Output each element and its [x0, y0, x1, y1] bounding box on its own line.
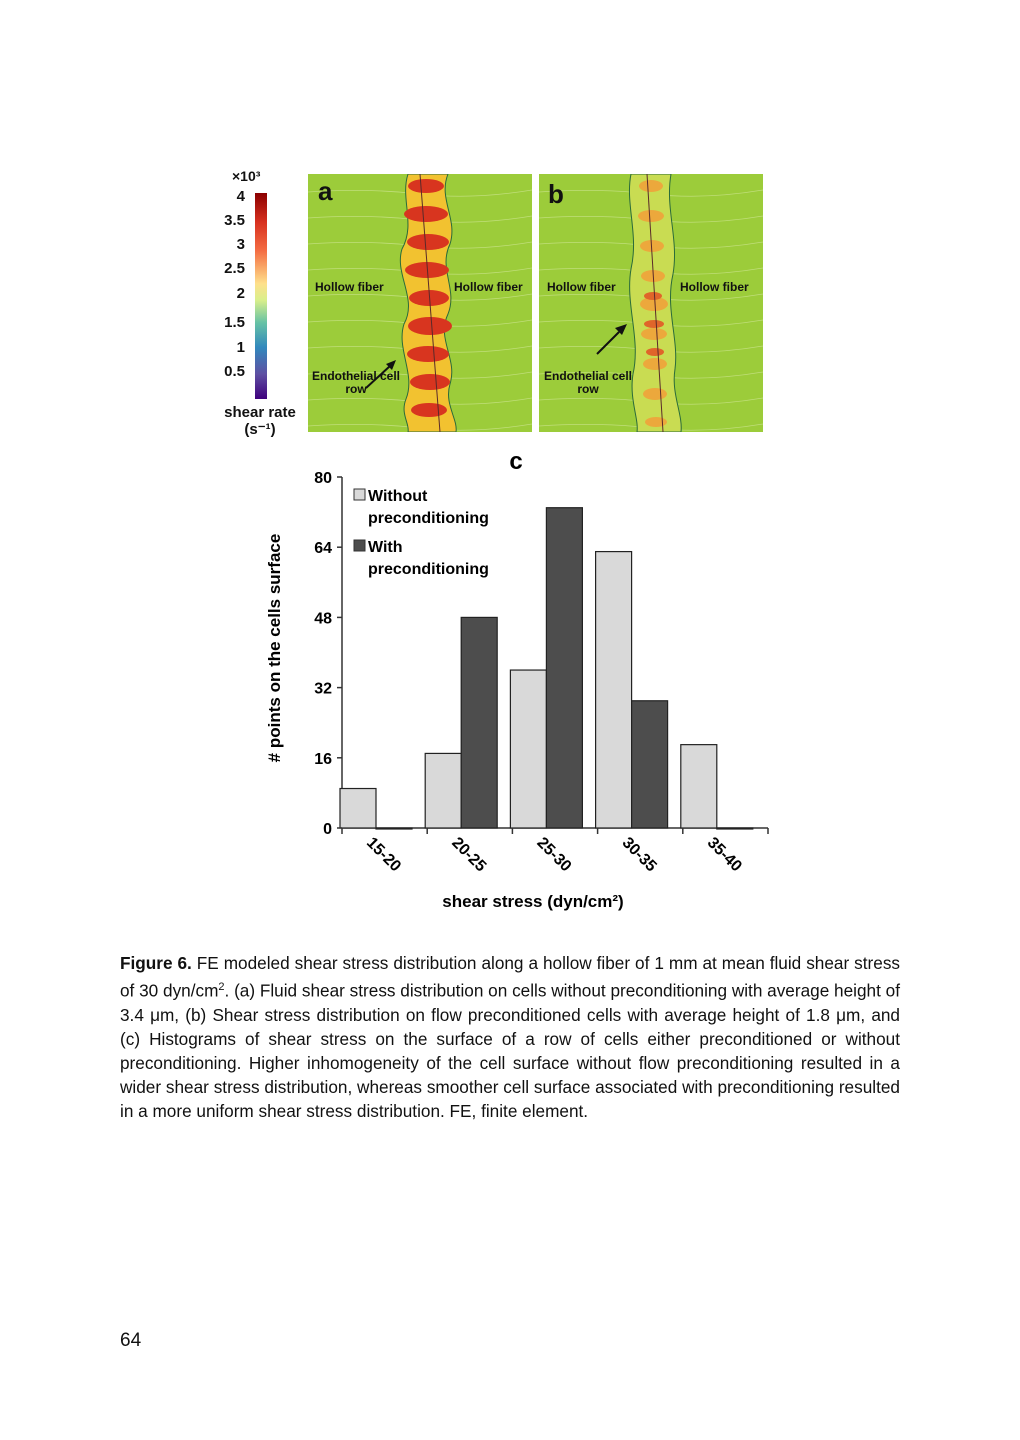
caption-text-part1: FE modeled shear stress distribution along a hollow fiber of 1 mm at mean fluid shear stress of 30 dyn/cm	[120, 953, 901, 1001]
histogram-chart	[260, 445, 780, 915]
bar-with-30-35	[632, 701, 668, 828]
panel-a-cell-row-label	[308, 370, 404, 396]
bar-with-20-25	[461, 617, 497, 828]
y-tick-label: 64	[314, 540, 332, 558]
chart-title: c	[509, 448, 523, 475]
panel-b-label: b	[548, 179, 564, 209]
colorbar-tick: 3	[236, 236, 245, 253]
chart-ylabel: # points on the cells surface	[265, 533, 284, 763]
legend-swatch-without	[354, 489, 365, 500]
panel-b-cell-row-line2: row	[577, 382, 599, 396]
colorbar-label-line2: (s⁻¹)	[244, 421, 276, 438]
x-tick-label: 35-40	[703, 834, 745, 876]
y-tick-label: 16	[314, 750, 332, 768]
y-tick-label: 32	[314, 680, 332, 698]
colorbar-tick: 0.5	[224, 363, 245, 380]
panel-a-label: a	[318, 176, 333, 206]
y-tick-label: 48	[314, 610, 332, 628]
chart-xlabel: shear stress (dyn/cm²)	[442, 892, 624, 911]
legend-swatch-with	[354, 540, 365, 551]
bar-without-20-25	[425, 753, 461, 828]
bar-without-30-35	[596, 552, 632, 828]
y-tick-label: 0	[323, 821, 332, 838]
page-number: 64	[120, 1330, 142, 1351]
colorbar-multiplier: ×10³	[232, 168, 261, 184]
colorbar-tick: 3.5	[224, 212, 245, 229]
x-tick-label: 20-25	[448, 834, 490, 876]
colorbar-label-line1: shear rate	[224, 404, 296, 421]
panel-a-simulation-image	[308, 174, 532, 432]
bar-without-15-20	[340, 789, 376, 828]
colorbar-tick: 1.5	[224, 314, 245, 331]
figure-caption	[120, 951, 900, 1123]
panel-b-cell-row-line1: Endothelial cell	[543, 369, 633, 383]
caption-label: Figure 6.	[120, 953, 192, 973]
bar-without-25-30	[510, 670, 546, 828]
panel-b-simulation-image	[539, 174, 763, 432]
panel-a-cell-row-line2: row	[345, 382, 367, 396]
y-tick-label: 80	[314, 470, 332, 487]
panel-b-fiber-left: Hollow fiber	[547, 280, 616, 294]
x-tick-label: 15-20	[363, 834, 405, 876]
colorbar-tick: 2	[236, 285, 245, 302]
bar-with-35-40	[717, 828, 753, 829]
bar-without-35-40	[681, 745, 717, 828]
x-tick-label: 30-35	[618, 834, 660, 876]
legend-without-line1: Without	[368, 488, 428, 505]
x-tick-label: 25-30	[533, 834, 575, 876]
panel-a-fiber-right: Hollow fiber	[454, 280, 523, 294]
legend-with-line2: preconditioning	[368, 561, 489, 578]
colorbar-label	[212, 404, 308, 438]
caption-text-part2: . (a) Fluid shear stress distribution on cells without preconditioning with average height of 3.4 μm, (b) Shear stress distribution on flow preconditioned cells with average height of 1.8 μm, and (c) Histograms of shear stress on the surface of a row of cells either preconditioned or without preconditioning. Higher inhomogeneity of the cell surface without flow preconditioning resulted in a wider shear stress distribution, whereas smoother cell surface associated with preconditioning resulted in a more uniform shear stress distribution. FE, finite element.	[120, 980, 900, 1121]
panel-b-fiber-right: Hollow fiber	[680, 280, 749, 294]
bar-with-15-20	[376, 828, 412, 829]
colorbar-tick: 2.5	[224, 260, 245, 277]
legend-with-line1: With	[368, 539, 403, 556]
colorbar-tick: 4	[236, 188, 245, 205]
panel-b-cell-row-label	[539, 370, 637, 396]
bar-with-25-30	[546, 508, 582, 828]
caption-superscript: 2	[218, 981, 225, 993]
panel-a-cell-row-line1: Endothelial cell	[311, 369, 401, 383]
colorbar-gradient	[255, 193, 267, 399]
colorbar-tick: 1	[236, 339, 245, 356]
legend-without-line2: preconditioning	[368, 510, 489, 527]
panel-a-fiber-left: Hollow fiber	[315, 280, 384, 294]
